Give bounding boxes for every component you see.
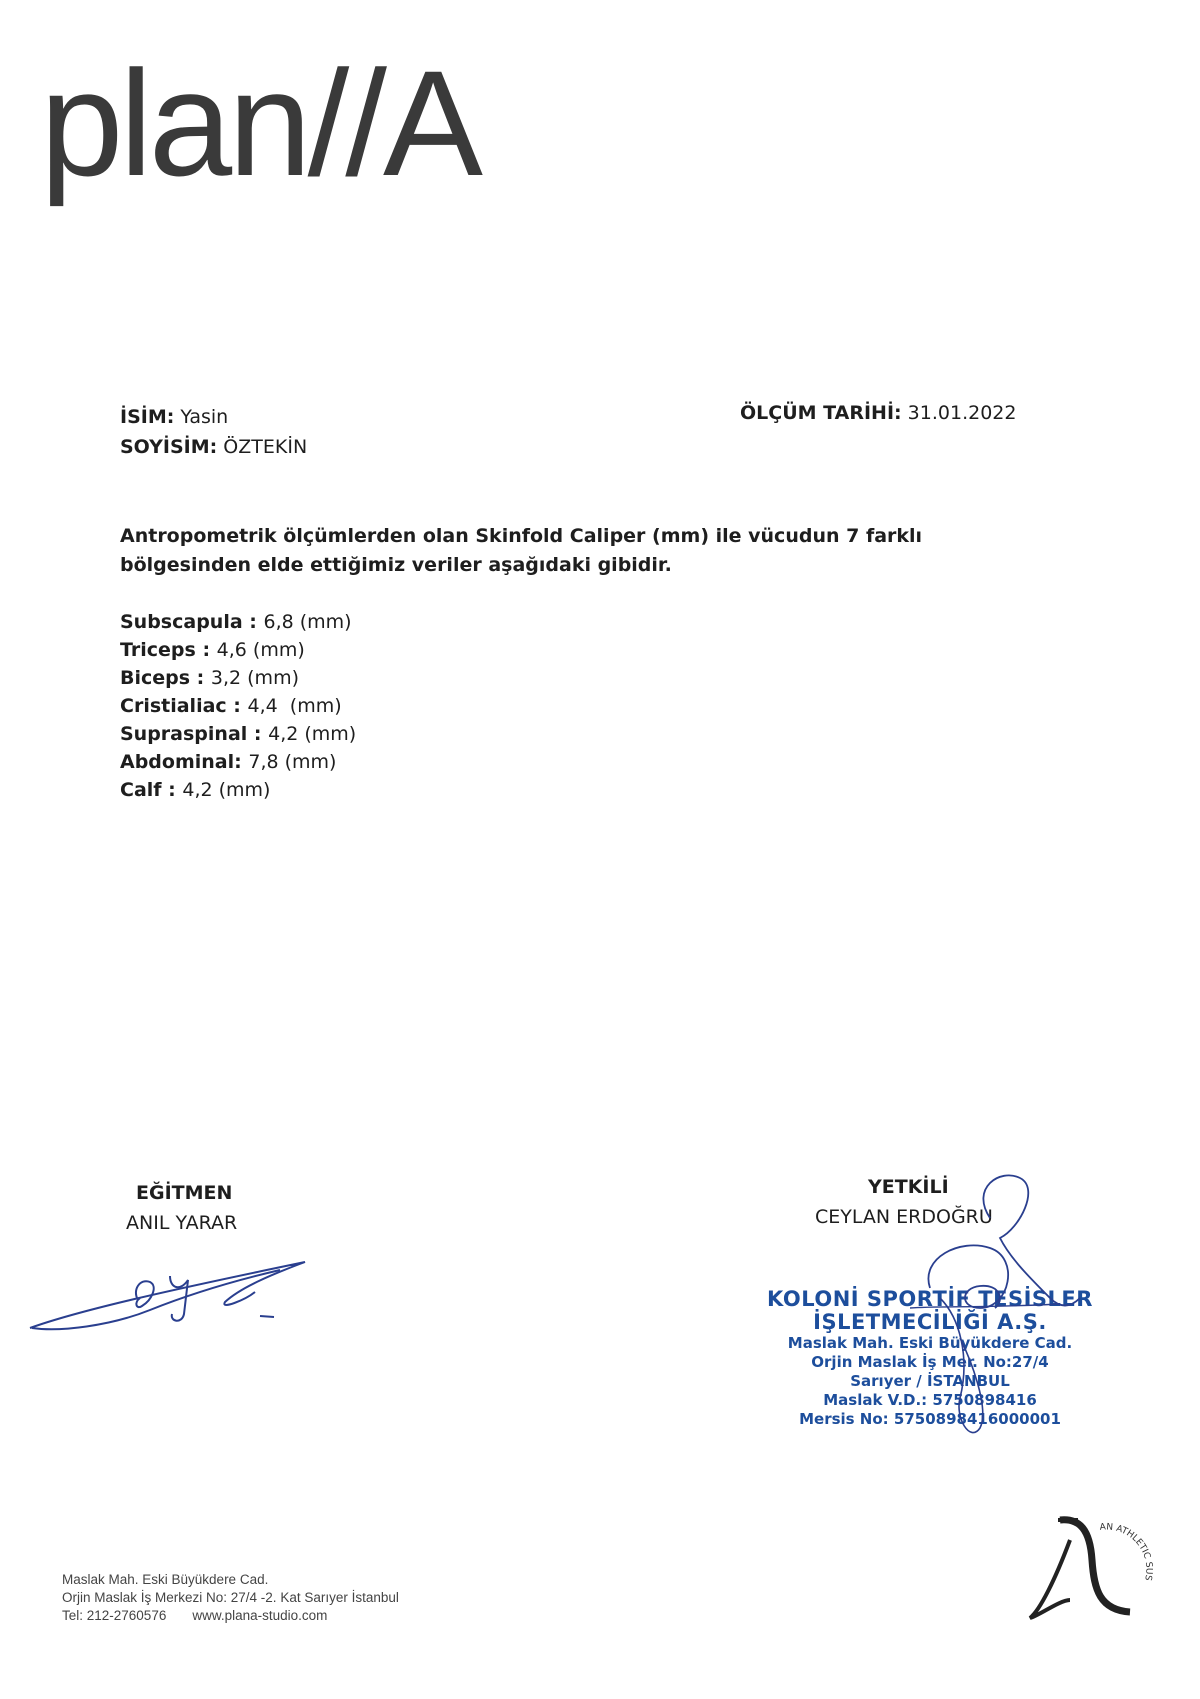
date-label: ÖLÇÜM TARİHİ:: [740, 402, 902, 424]
footer-website-link[interactable]: www.plana-studio.com: [192, 1608, 328, 1623]
authorized-role: YETKİLİ: [868, 1176, 949, 1198]
athletic-emblem-icon: [1020, 1500, 1160, 1630]
stamp-address-line: Sarıyer / İSTANBUL: [850, 1372, 1010, 1390]
measurement-item: [120, 636, 356, 664]
footer-line: Maslak Mah. Eski Büyükdere Cad.: [62, 1572, 269, 1587]
trainer-role: EĞİTMEN: [136, 1182, 233, 1204]
measurement-item: [120, 748, 356, 776]
measurement-value: 4,4 (mm): [247, 695, 342, 717]
stamp-mersis-line: Mersis No: 5750898416000001: [799, 1410, 1061, 1428]
measurement-value: 4,2 (mm): [268, 723, 357, 745]
date-value: 31.01.2022: [907, 402, 1017, 424]
measurement-value: 3,2 (mm): [210, 667, 299, 689]
measurement-label: Abdominal: [120, 751, 235, 773]
measurement-label: Subscapula: [120, 611, 243, 633]
surname-field: [120, 436, 307, 458]
measurement-sep: :: [195, 639, 217, 661]
stamp-address-line: Orjin Maslak İş Mer. No:27/4: [811, 1353, 1049, 1371]
measurement-sep: :: [161, 779, 183, 801]
name-field: [120, 406, 228, 428]
name-value: Yasin: [180, 406, 229, 428]
stamp-company-line: KOLONİ SPORTİF TESİSLER: [767, 1287, 1093, 1311]
measurement-label: Supraspinal: [120, 723, 248, 745]
measurement-item: [120, 608, 356, 636]
measurement-sep: :: [242, 611, 264, 633]
measurement-value: 4,6 (mm): [216, 639, 305, 661]
intro-paragraph: Antropometrik ölçümlerden olan Skinfold Caliper (mm) ile vücudun 7 farklı bölgesinden elde ettiğimiz veriler aşağıdaki gibidir.: [120, 525, 923, 576]
trainer-signature: [20, 1240, 320, 1340]
measurement-label: Cristialiac: [120, 695, 227, 717]
measurement-value: 6,8 (mm): [263, 611, 352, 633]
trainer-name: ANIL YARAR: [126, 1212, 238, 1234]
surname-label: SOYİSİM:: [120, 436, 218, 458]
measurement-label: Calf: [120, 779, 162, 801]
measurement-value: 7,8 (mm): [248, 751, 337, 773]
measurement-item: [120, 720, 356, 748]
surname-value: ÖZTEKİN: [223, 436, 308, 458]
authorized-name: CEYLAN ERDOĞRU: [815, 1206, 993, 1228]
stamp-tax-line: Maslak V.D.: 5750898416: [823, 1391, 1037, 1409]
measurement-item: [120, 692, 356, 720]
footer-line: Orjin Maslak İş Merkezi No: 27/4 -2. Kat Sarıyer İstanbul: [62, 1590, 399, 1605]
brand-logo: plan//A: [40, 39, 479, 207]
measurement-label: Triceps: [120, 639, 196, 661]
measurement-value: 4,2 (mm): [182, 779, 271, 801]
measurement-sep: :: [190, 667, 211, 689]
measurement-list: [120, 608, 356, 804]
measurement-item: [120, 664, 356, 692]
measurement-sep: :: [247, 723, 269, 745]
measurement-sep: :: [226, 695, 248, 717]
emblem-ring-text: AN ATHLETIC SUS: [1099, 1522, 1154, 1582]
stamp-company-line: İŞLETMECİLİĞİ A.Ş.: [813, 1310, 1047, 1334]
measurement-sep: :: [234, 751, 249, 773]
measurement-label: Biceps: [120, 667, 191, 689]
name-label: İSİM:: [120, 406, 175, 428]
measurement-item: [120, 776, 356, 804]
footer-contact: [62, 1607, 399, 1625]
measurement-date-field: [740, 402, 1016, 424]
footer-phone: Tel: 212-2760576: [62, 1608, 167, 1623]
svg-text:AN ATHLETIC SUS: [1099, 1522, 1153, 1581]
authorized-signature: [900, 1158, 1090, 1448]
stamp-address-line: Maslak Mah. Eski Büyükdere Cad.: [787, 1334, 1073, 1352]
footer-address: [62, 1571, 399, 1625]
